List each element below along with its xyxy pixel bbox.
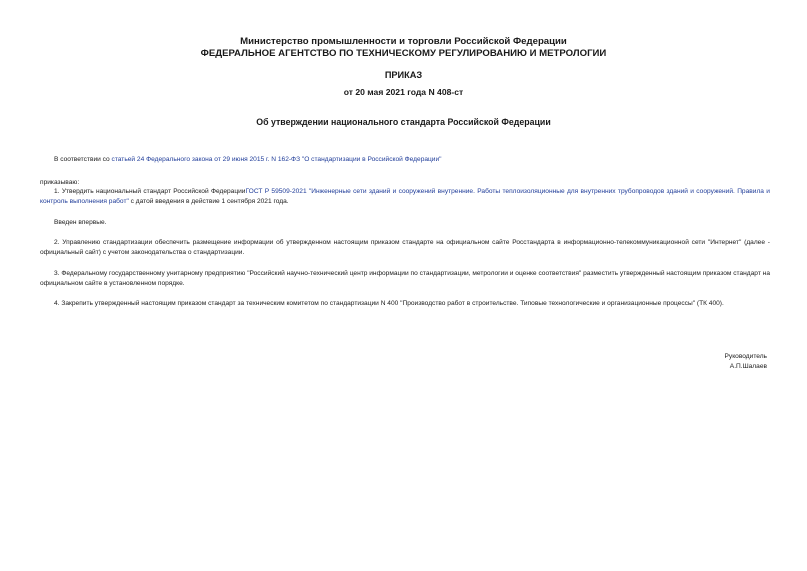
signature-name: А.П.Шалаев [729,363,767,370]
item-1-paragraph [40,187,770,207]
law-article-link[interactable]: статьей 24 Федерального закона от 29 июня 2015 г. N 162-ФЗ "О стандартизации в Российской Федерации" [111,156,442,163]
document-type: ПРИКАЗ [384,70,423,80]
basis-prefix: В соответствии со [54,156,112,163]
item-3-paragraph: 3. Федеральному государственному унитарному предприятию "Российский научно-технический центр информации по стандартизации, метрологии и оценке соответствия" разместить утвержденный настоящим приказом стандарт на официальном сайте в установленном порядке. [40,270,770,287]
order-word: приказываю: [40,179,80,186]
basis-paragraph [40,155,770,165]
item-1-prefix: 1. Утвердить национальный стандарт Российской Федерации [54,188,246,195]
ministry-heading: Министерство промышленности и торговли Российской Федерации [240,36,567,47]
signature-position: Руководитель [724,353,767,360]
agency-heading: ФЕДЕРАЛЬНОЕ АГЕНТСТВО ПО ТЕХНИЧЕСКОМУ РЕГУЛИРОВАНИЮ И МЕТРОЛОГИИ [200,48,607,59]
gost-standard-link[interactable]: ГОСТ Р 59509-2021 "Инженерные сети зданий и сооружений внутренние. Работы теплоизоляционные для внутренних трубопроводов зданий и сооружений. Правила и контроль выполнения работ" [40,188,770,205]
item-2-paragraph: 2. Управлению стандартизации обеспечить размещение информации об утвержденном настоящим приказом стандарте на официальном сайте Росстандарта в информационно-телекоммуникационной сети "Интернет" (далее - официальный сайт) с учетом законодательства о стандартизации. [40,239,770,256]
item-1-suffix: с датой введения в действие 1 сентября 2021 года. [128,198,289,205]
document-title: Об утверждении национального стандарта Российской Федерации [256,117,551,127]
introduced-note: Введен впервые. [54,219,107,226]
date-number: от 20 мая 2021 года N 408-ст [343,87,464,97]
item-4-paragraph: 4. Закрепить утвержденный настоящим приказом стандарт за техническим комитетом по стандартизации N 400 "Производство работ в строительстве. Типовые технологические и организационные процессы" (ТК 400). [54,300,724,307]
